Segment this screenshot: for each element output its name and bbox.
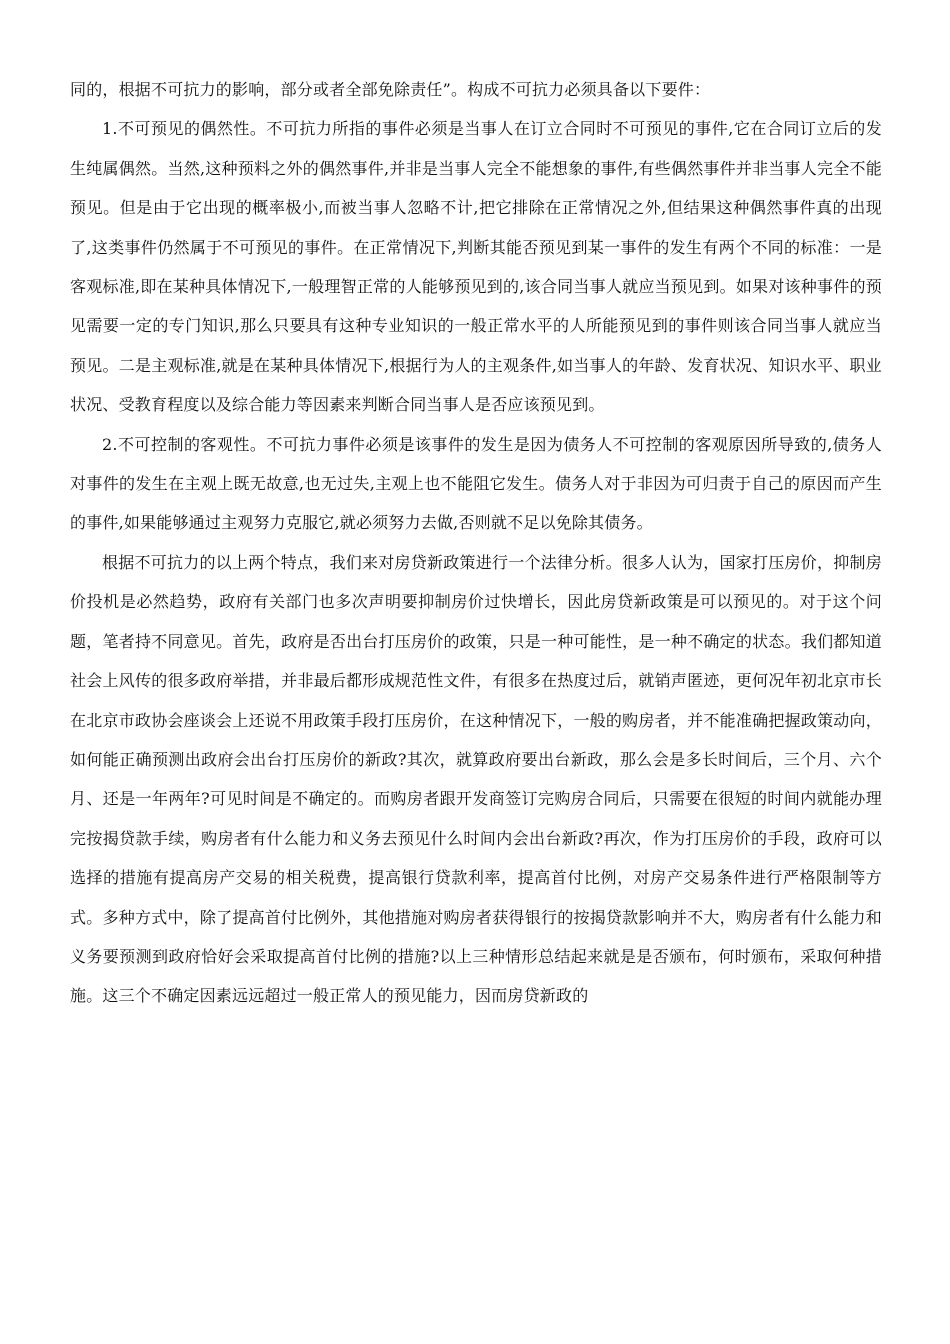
paragraph-uncontrollable-objectivity: 2.不可控制的客观性。不可抗力事件必须是该事件的发生是因为债务人不可控制的客观原因所导致的,债务人对事件的发生在主观上既无故意,也无过失,主观上也不能阻它发生。债务人对于非因为可归责于自己的原因而产生的事件,如果能够通过主观努力克服它,就必须努力去做,否则就不足以免除其债务。	[70, 434, 882, 533]
paragraph-mortgage-policy-analysis: 根据不可抗力的以上两个特点，我们来对房贷新政策进行一个法律分析。很多人认为，国家打压房价，抑制房价投机是必然趋势，政府有关部门也多次声明要抑制房价过快增长，因此房贷新政策是可以预见的。对于这个问题，笔者持不同意见。首先，政府是否出台打压房价的政策，只是一种可能性，是一种不确定的状态。我们都知道社会上风传的很多政府举措，并非最后都形成规范性文件，有很多在热度过后，就销声匿迹，更何况年初北京市长在北京市政协会座谈会上还说不用政策手段打压房价，在这种情况下，一般的购房者，并不能准确把握政策动向，如何能正确预测出政府会出台打压房价的新政?其次，就算政府要出台新政，那么会是多长时间后，三个月、六个月、还是一年两年?可见时间是不确定的。而购房者跟开发商签订完购房合同后，只需要在很短的时间内就能办理完按揭贷款手续，购房者有什么能力和义务去预见什么时间内会出台新政?再次，作为打压房价的手段，政府可以选择的措施有提高房产交易的相关税费，提高银行贷款利率，提高首付比例，对房产交易条件进行严格限制等方式。多种方式中，除了提高首付比例外，其他措施对购房者获得银行的按揭贷款影响并不大，购房者有什么能力和义务要预测到政府恰好会采取提高首付比例的措施?以上三种情形总结起来就是是否颁布，何时颁布，采取何种措施。这三个不确定因素远远超过一般正常人的预见能力，因而房贷新政的	[70, 552, 882, 1006]
paragraph-continuation: 同的，根据不可抗力的影响，部分或者全部免除责任”。构成不可抗力必须具备以下要件：	[70, 80, 711, 99]
paragraph-unforeseeable-contingency: 1.不可预见的偶然性。不可抗力所指的事件必须是当事人在订立合同时不可预见的事件,它在合同订立后的发生纯属偶然。当然,这种预料之外的偶然事件,并非是当事人完全不能想象的事件,有些偶然事件并非当事人完全不能预见。但是由于它出现的概率极小,而被当事人忽略不计,把它排除在正常情况之外,但结果这种偶然事件真的出现了,这类事件仍然属于不可预见的事件。在正常情况下,判断其能否预见到某一事件的发生有两个不同的标准：一是客观标准,即在某种具体情况下,一般理智正常的人能够预见到的,该合同当事人就应当预见到。如果对该种事件的预见需要一定的专门知识,那么只要具有这种专业知识的一般正常水平的人所能预见到的事件则该合同当事人就应当预见。二是主观标准,就是在某种具体情况下,根据行为人的主观条件,如当事人的年龄、发育状况、知识水平、职业状况、受教育程度以及综合能力等因素来判断合同当事人是否应该预见到。	[70, 119, 882, 415]
document-body	[70, 70, 882, 1016]
